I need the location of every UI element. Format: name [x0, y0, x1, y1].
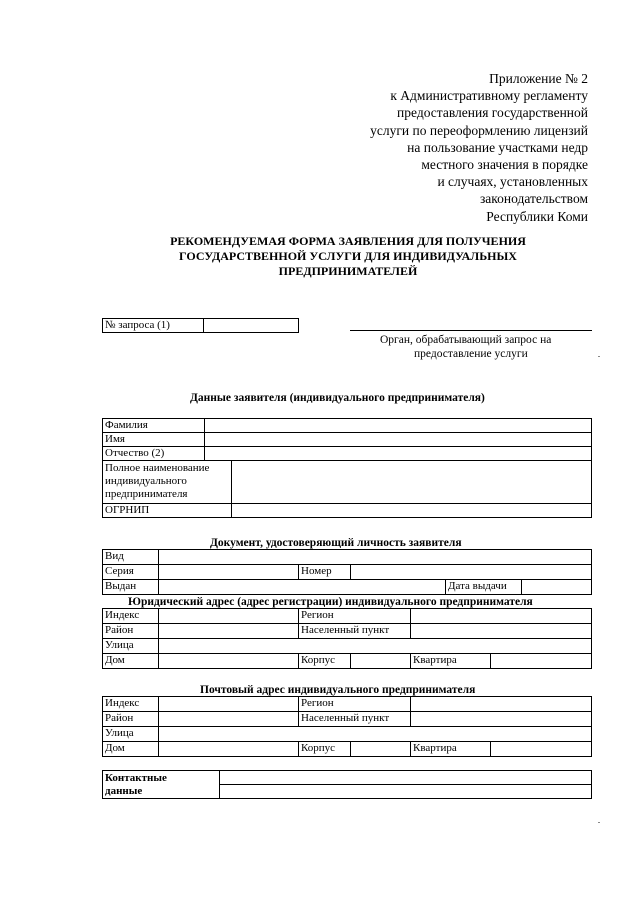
annex-line: Приложение № 2 [489, 71, 588, 86]
postal-address-table [102, 696, 592, 757]
legal-building-field[interactable] [351, 654, 411, 669]
form-title-line: ГОСУДАРСТВЕННОЙ УСЛУГИ ДЛЯ ИНДИВИДУАЛЬНЫХ [179, 249, 517, 263]
legal-street-field[interactable] [159, 639, 592, 654]
postal-building-label: Корпус [299, 742, 351, 757]
doc-number-field[interactable] [351, 565, 592, 580]
doc-issue-date-label: Дата выдачи [446, 580, 522, 595]
doc-issued-label: Выдан [103, 580, 159, 595]
annex-line: законодательством [479, 191, 588, 207]
doc-kind-field[interactable] [159, 550, 592, 565]
legal-region-field[interactable] [411, 609, 592, 624]
legal-index-field[interactable] [159, 609, 299, 624]
postal-apartment-label: Квартира [411, 742, 491, 757]
doc-series-label: Серия [103, 565, 159, 580]
legal-locality-field[interactable] [411, 624, 592, 639]
request-number-field[interactable] [204, 319, 299, 333]
request-number-label: № запроса (1) [103, 319, 204, 333]
organ-underline [350, 330, 592, 331]
legal-address-heading: Юридический адрес (адрес регистрации) индивидуального предпринимателя [128, 596, 533, 608]
contacts-label-line: Контактные [105, 772, 167, 784]
doc-issue-date-field[interactable] [522, 580, 592, 595]
postal-locality-field[interactable] [411, 712, 592, 727]
scan-speck [598, 822, 600, 823]
legal-street-label: Улица [103, 639, 159, 654]
doc-number-label: Номер [299, 565, 351, 580]
applicant-table [102, 418, 592, 518]
annex-line: местного значения в порядке [421, 157, 588, 173]
legal-apartment-label: Квартира [411, 654, 491, 669]
patronymic-label: Отчество (2) [103, 447, 205, 461]
postal-index-field[interactable] [159, 697, 299, 712]
surname-label: Фамилия [103, 419, 205, 433]
organ-caption-line1: Орган, обрабатывающий запрос на [380, 334, 552, 346]
contacts-label-line: данные [105, 785, 143, 797]
annex-line: предоставления государственной [397, 105, 588, 121]
annex-header [370, 70, 588, 225]
legal-building-label: Корпус [299, 654, 351, 669]
full-name-label-line: индивидуального [105, 475, 187, 487]
postal-region-label: Регион [299, 697, 411, 712]
full-name-label-line: предпринимателя [105, 488, 188, 500]
postal-locality-label: Населенный пункт [299, 712, 411, 727]
form-title-line: РЕКОМЕНДУЕМАЯ ФОРМА ЗАЯВЛЕНИЯ ДЛЯ ПОЛУЧЕНИЯ [170, 234, 526, 248]
ogrnip-field[interactable] [232, 504, 592, 518]
request-number-table [102, 318, 299, 333]
postal-house-label: Дом [103, 742, 159, 757]
organ-caption-line2: предоставление услуги [414, 348, 528, 360]
contacts-table [102, 770, 592, 799]
postal-apartment-field[interactable] [491, 742, 592, 757]
surname-field[interactable] [205, 419, 592, 433]
doc-issued-field[interactable] [159, 580, 446, 595]
legal-house-field[interactable] [159, 654, 299, 669]
name-field[interactable] [205, 433, 592, 447]
document-table [102, 549, 592, 595]
full-name-label-line: Полное наименование [105, 462, 210, 474]
postal-index-label: Индекс [103, 697, 159, 712]
postal-street-field[interactable] [159, 727, 592, 742]
name-label: Имя [103, 433, 205, 447]
postal-building-field[interactable] [351, 742, 411, 757]
full-name-field[interactable] [232, 461, 592, 504]
postal-region-field[interactable] [411, 697, 592, 712]
legal-apartment-field[interactable] [491, 654, 592, 669]
scan-speck [598, 356, 600, 357]
form-title [100, 234, 596, 279]
annex-line: на пользование участками недр [407, 139, 588, 155]
full-name-label [103, 461, 232, 504]
postal-house-field[interactable] [159, 742, 299, 757]
annex-line: Республики Коми [486, 208, 588, 224]
legal-region-label: Регион [299, 609, 411, 624]
postal-address-heading: Почтовый адрес индивидуального предпринимателя [200, 684, 476, 696]
patronymic-field[interactable] [205, 447, 592, 461]
legal-district-label: Район [103, 624, 159, 639]
contacts-field-1[interactable] [220, 771, 592, 785]
legal-index-label: Индекс [103, 609, 159, 624]
annex-line: услуги по переоформлению лицензий [370, 122, 588, 138]
postal-district-label: Район [103, 712, 159, 727]
legal-address-table [102, 608, 592, 669]
postal-street-label: Улица [103, 727, 159, 742]
doc-series-field[interactable] [159, 565, 299, 580]
contacts-label [103, 771, 220, 799]
ogrnip-label: ОГРНИП [103, 504, 232, 518]
doc-kind-label: Вид [103, 550, 159, 565]
annex-line: к Административному регламенту [390, 88, 588, 104]
legal-locality-label: Населенный пункт [299, 624, 411, 639]
postal-district-field[interactable] [159, 712, 299, 727]
legal-house-label: Дом [103, 654, 159, 669]
annex-line: и случаях, установленных [437, 174, 588, 190]
legal-district-field[interactable] [159, 624, 299, 639]
contacts-field-2[interactable] [220, 785, 592, 799]
form-title-line: ПРЕДПРИНИМАТЕЛЕЙ [278, 264, 418, 278]
applicant-heading: Данные заявителя (индивидуального предпринимателя) [190, 392, 485, 404]
document-heading: Документ, удостоверяющий личность заявителя [210, 537, 462, 549]
